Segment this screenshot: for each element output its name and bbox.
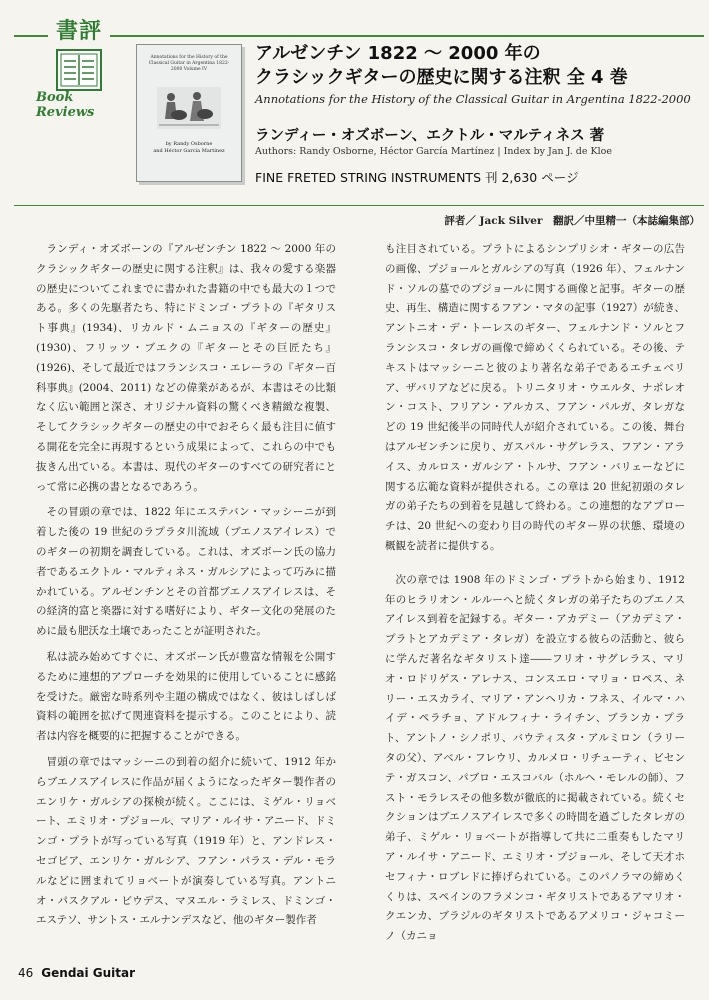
book-title-ja xyxy=(255,42,705,90)
body-paragraph: その冒頭の章では、1822 年にエステバン・マッシーニが到着した後の 19 世紀のラプラタ川流域（ブエノスアイレス）でのギターの初期を調査している。これは、オズボーン氏の協力者であるエクトル・マルティネス・ガルシアによって巧みに描かれている。アルゼンチンとその首都ブエノスアイレスは、その経済的富と楽器に対する嗜好により、ギター文化の発展のために最も肥沃な土壌であったことが証明された。 xyxy=(36,506,336,638)
header-divider xyxy=(14,205,704,206)
body-column-right xyxy=(385,240,685,947)
body-paragraph: 私は読み始めてすぐに、オズボーン氏が豊富な情報を公開するために連想的アプローチを効果的に使用していることに感銘を受けた。厳密な時系列や主題の構成ではなく、彼はしばしば資料の範囲を拡げて関連資料を提示する。このことにより、読者は内容を概要的に把握することができる。 xyxy=(36,650,336,743)
book-cover-image xyxy=(130,42,250,184)
book-authors-ja: ランディー・オズボーン、エクトル・マルティネス 著 xyxy=(255,128,605,144)
cover-subtitle: Annotations for the History of the Classical Guitar in Argentina 1822-2000 Volume IV xyxy=(148,55,230,72)
book-reviews-icon xyxy=(56,49,102,91)
book-title-ja-line1: アルゼンチン 1822 ～ 2000 年の xyxy=(255,43,541,64)
body-column-left xyxy=(36,240,336,931)
body-paragraph: ランディ・オズボーンの『アルゼンチン 1822 ～ 2000 年のクラシックギターの歴史に関する注釈』は、我々の愛する楽器の歴史についてこれまでに書かれた書籍の中でも最大の１つである。多くの先駆者たち、特にドミンゴ・プラトの『ギタリスト事典』(1934)、リカルド・ムニョスの『ギターの歴史』(1930)、フリッツ・ブエクの『ギターとその巨匠たち』(1926)、そして最近ではフランシスコ・エレーラの『ギター百科事典』(2004、2011) などの偉業があるが、本書はその比類なく広い範囲と深さ、オリジナル資料の驚くべき精緻な複製、そしてクラシックギターの歴史の中でおそらく最も注目に値する開花を完全に再現するという成果によって、これらの中でも抜きん出ている。本書は、現代のギターのすべての研究者にとって常に必携の書となるであろう。 xyxy=(36,243,336,493)
guitarists-illustration-icon xyxy=(157,87,221,129)
body-paragraph: 次の章では 1908 年のドミンゴ・プラトから始まり、1912 年のヒラリオン・ルルーへと続くタレガの弟子たちのブエノスアイレス到着を記録する。ギター・アカデミー（アカデミア・プラトとアカデミア・タレガ）を設立する彼らの活動と、彼らに学んだ著名なギタリスト達――フリオ・サグレラス、マリオ・ロドリゲス・アレナス、コンスエロ・マリョ・ロペス、ネリー・エスカライ、マリア・アンヘリカ・フネス、イルマ・ハイデ・ペラチョ、アドルフィナ・ライチン、ブランカ・プラト、アントノ・シノポリ、バウティスタ・アルミロン（ラリータの父）、アベル・フレウリ、カルメロ・リチューティ、ビセンテ・ガスコン、パブロ・エスコバル（ホルヘ・モレルの師）、フスト・モラレスその他多数が徹底的に掲載されている。続くセクションはブエノスアイレスで多くの時間を過ごしたタレガの弟子、ミゲル・リョベートが指導して共に二重奏もしたマリア・ルイサ・アニード、エミリオ・プジョール、そして天才ホセフィナ・ロブレドに捧げられている。このパノラマの締めくくりは、スペインのフラメンコ・ギタリストであるアマリオ・クエンカ、ブラジルのギタリストであるアメリコ・ジャコミーノ（カニョ xyxy=(385,573,685,943)
book-title-ja-line2: クラシックギターの歴史に関する注釈 全 4 巻 xyxy=(255,67,628,88)
page-number: 46 xyxy=(18,966,34,980)
section-title: 書評 xyxy=(48,18,110,46)
book-authors-en: Authors: Randy Osborne, Héctor García Martínez | Index by Jan J. de Kloe xyxy=(255,146,612,157)
book-publisher: FINE FRETED STRING INSTRUMENTS 刊 2,630 ページ xyxy=(255,170,579,185)
section-title-en: Book Reviews xyxy=(36,90,95,120)
page-footer xyxy=(18,966,135,980)
cover-author xyxy=(143,141,235,155)
book-cover xyxy=(136,44,242,182)
book-title-en: Annotations for the History of the Classical Guitar in Argentina 1822-2000 xyxy=(255,92,691,106)
cover-author-line2: and Héctor García Martínez xyxy=(153,148,225,154)
body-paragraph: も注目されている。プラトによるシンプリシオ・ギターの広告の画像、プジョールとガルシアの写真（1926 年）、フェルナンド・ソルの墓でのプジョールに関する画像と記事。ギターの歴史、再生、構造に関するフアン・マタの記事（1927）が続き、アントニオ・デ・トーレスのギター、フェルナンド・ソルとフランシスコ・タレガの画像で締めくくられている。その後、テキストはマッシーニと彼のより著名な弟子であるエチェベリア、ザバリアなどに戻る。トリニタリオ・ウエルタ、ナポレオン・コスト、フリアン・アルカス、フアン・パルガ、タレガなどの 19 世紀後半の同時代人が紹介されている。この後、舞台はアルゼンチンに戻り、ガスパル・サグレラス、フアン・アライス、カルロス・ガルシア・トルサ、フアン・バリェーなどに関する広範な資料が提供される。この章は 20 世紀初頭のタレガの弟子たちの到着を見越して終わる。この連想的なアプローチは、20 世紀への変わり目の時代のギター界の状態、環境の概観を読者に提供する。 xyxy=(385,243,685,552)
header-rule xyxy=(14,35,704,37)
body-paragraph: 冒頭の章ではマッシーニの到着の紹介に続いて、1912 年からブエノスアイレスに作品が届くようになったギター製作者のエンリケ・ガルシアの探検が続く。ここには、ミゲル・リョベート、エミリオ・プジョール、マリア・ルイサ・アニード、ドミンゴ・プラトが写っている写真（1919 年）と、アンドレス・セゴビア、エンリケ・ガルシア、フアン・パラス・デル・モラルなどに囲まれてリョベートが演奏している写真。アントニオ・パスクアル・ビウデス、マヌエル・ラミレス、ドミンゴ・エステソ、サントス・エルナンデスなど、他のギター製作者 xyxy=(36,755,337,927)
magazine-name: Gendai Guitar xyxy=(41,966,136,980)
review-credit: 評者／ Jack Silver 翻訳／中里精一（本誌編集部） xyxy=(444,215,700,227)
cover-author-line1: by Randy Osborne xyxy=(165,141,213,147)
